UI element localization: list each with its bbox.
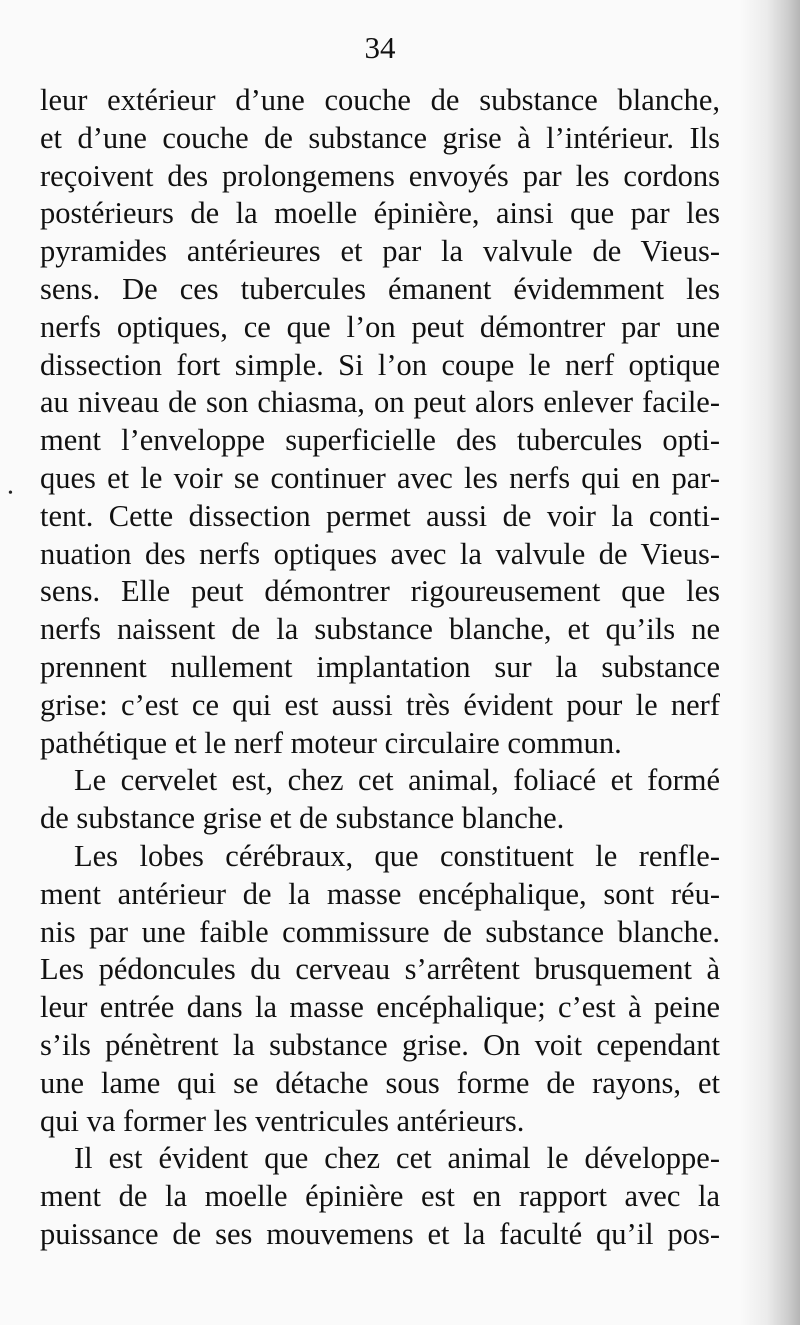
- text-line: postérieurs de la moelle épinière, ainsi que par les: [40, 196, 720, 231]
- text-line: nerfs naissent de la substance blanche, et qu’ils ne: [40, 612, 720, 647]
- text-line: une lame qui se détache sous forme de rayons, et: [40, 1065, 720, 1100]
- paragraph-2: [40, 762, 720, 838]
- margin-mark: •: [8, 486, 13, 501]
- binding-gutter-shadow: [740, 0, 800, 1325]
- text-line: dissection fort simple. Si l’on coupe le nerf optique: [40, 347, 720, 382]
- text-line: Il est évident que chez cet animal le développe-: [74, 1141, 720, 1176]
- text-line: Les lobes cérébraux, que constituent le renfle-: [74, 838, 720, 873]
- text-line: ment l’enveloppe superficielle des tubercules opti-: [40, 423, 720, 458]
- text-line: pyramides antérieures et par la valvule de Vieus-: [40, 234, 720, 269]
- body-text: [40, 82, 720, 1254]
- text-line: tent. Cette dissection permet aussi de voir la conti-: [40, 498, 720, 533]
- text-line: ment de la moelle épinière est en rapport avec la: [40, 1179, 720, 1214]
- paragraph-1: [40, 82, 720, 762]
- text-line: grise: c’est ce qui est aussi très évident pour le nerf: [40, 687, 720, 722]
- text-line: au niveau de son chiasma, on peut alors enlever facile-: [40, 385, 720, 420]
- text-line: leur extérieur d’une couche de substance blanche,: [40, 83, 720, 117]
- text-line: Les pédoncules du cerveau s’arrêtent brusquement à: [40, 952, 720, 987]
- text-line: leur entrée dans la masse encéphalique; c’est à peine: [40, 990, 720, 1025]
- text-line: pathétique et le nerf moteur circulaire commun.: [40, 725, 622, 760]
- page-number: 34: [364, 30, 396, 65]
- text-line: et d’une couche de substance grise à l’intérieur. Ils: [40, 120, 720, 155]
- text-line: ques et le voir se continuer avec les nerfs qui en par-: [40, 460, 720, 495]
- text-line: s’ils pénètrent la substance grise. On voit cependant: [40, 1027, 720, 1062]
- text-line: nuation des nerfs optiques avec la valvule de Vieus-: [40, 536, 720, 571]
- text-line: sens. Elle peut démontrer rigoureusement que les: [40, 574, 720, 609]
- paragraph-3: [40, 838, 720, 1140]
- text-line: Le cervelet est, chez cet animal, foliacé et formé: [74, 763, 720, 798]
- text-line: qui va former les ventricules antérieurs.: [40, 1103, 525, 1138]
- text-line: de substance grise et de substance blanche.: [40, 801, 565, 836]
- text-line: sens. De ces tubercules émanent évidemment les: [40, 271, 720, 306]
- text-line: prennent nullement implantation sur la substance: [40, 649, 720, 684]
- text-line: reçoivent des prolongemens envoyés par les cordons: [40, 158, 720, 193]
- text-line: nis par une faible commissure de substance blanche.: [40, 914, 720, 949]
- text-line: ment antérieur de la masse encéphalique, sont réu-: [40, 876, 720, 911]
- text-line: puissance de ses mouvemens et la faculté qu’il pos-: [40, 1216, 720, 1251]
- text-line: nerfs optiques, ce que l’on peut démontrer par une: [40, 309, 720, 344]
- paragraph-4: [40, 1140, 720, 1253]
